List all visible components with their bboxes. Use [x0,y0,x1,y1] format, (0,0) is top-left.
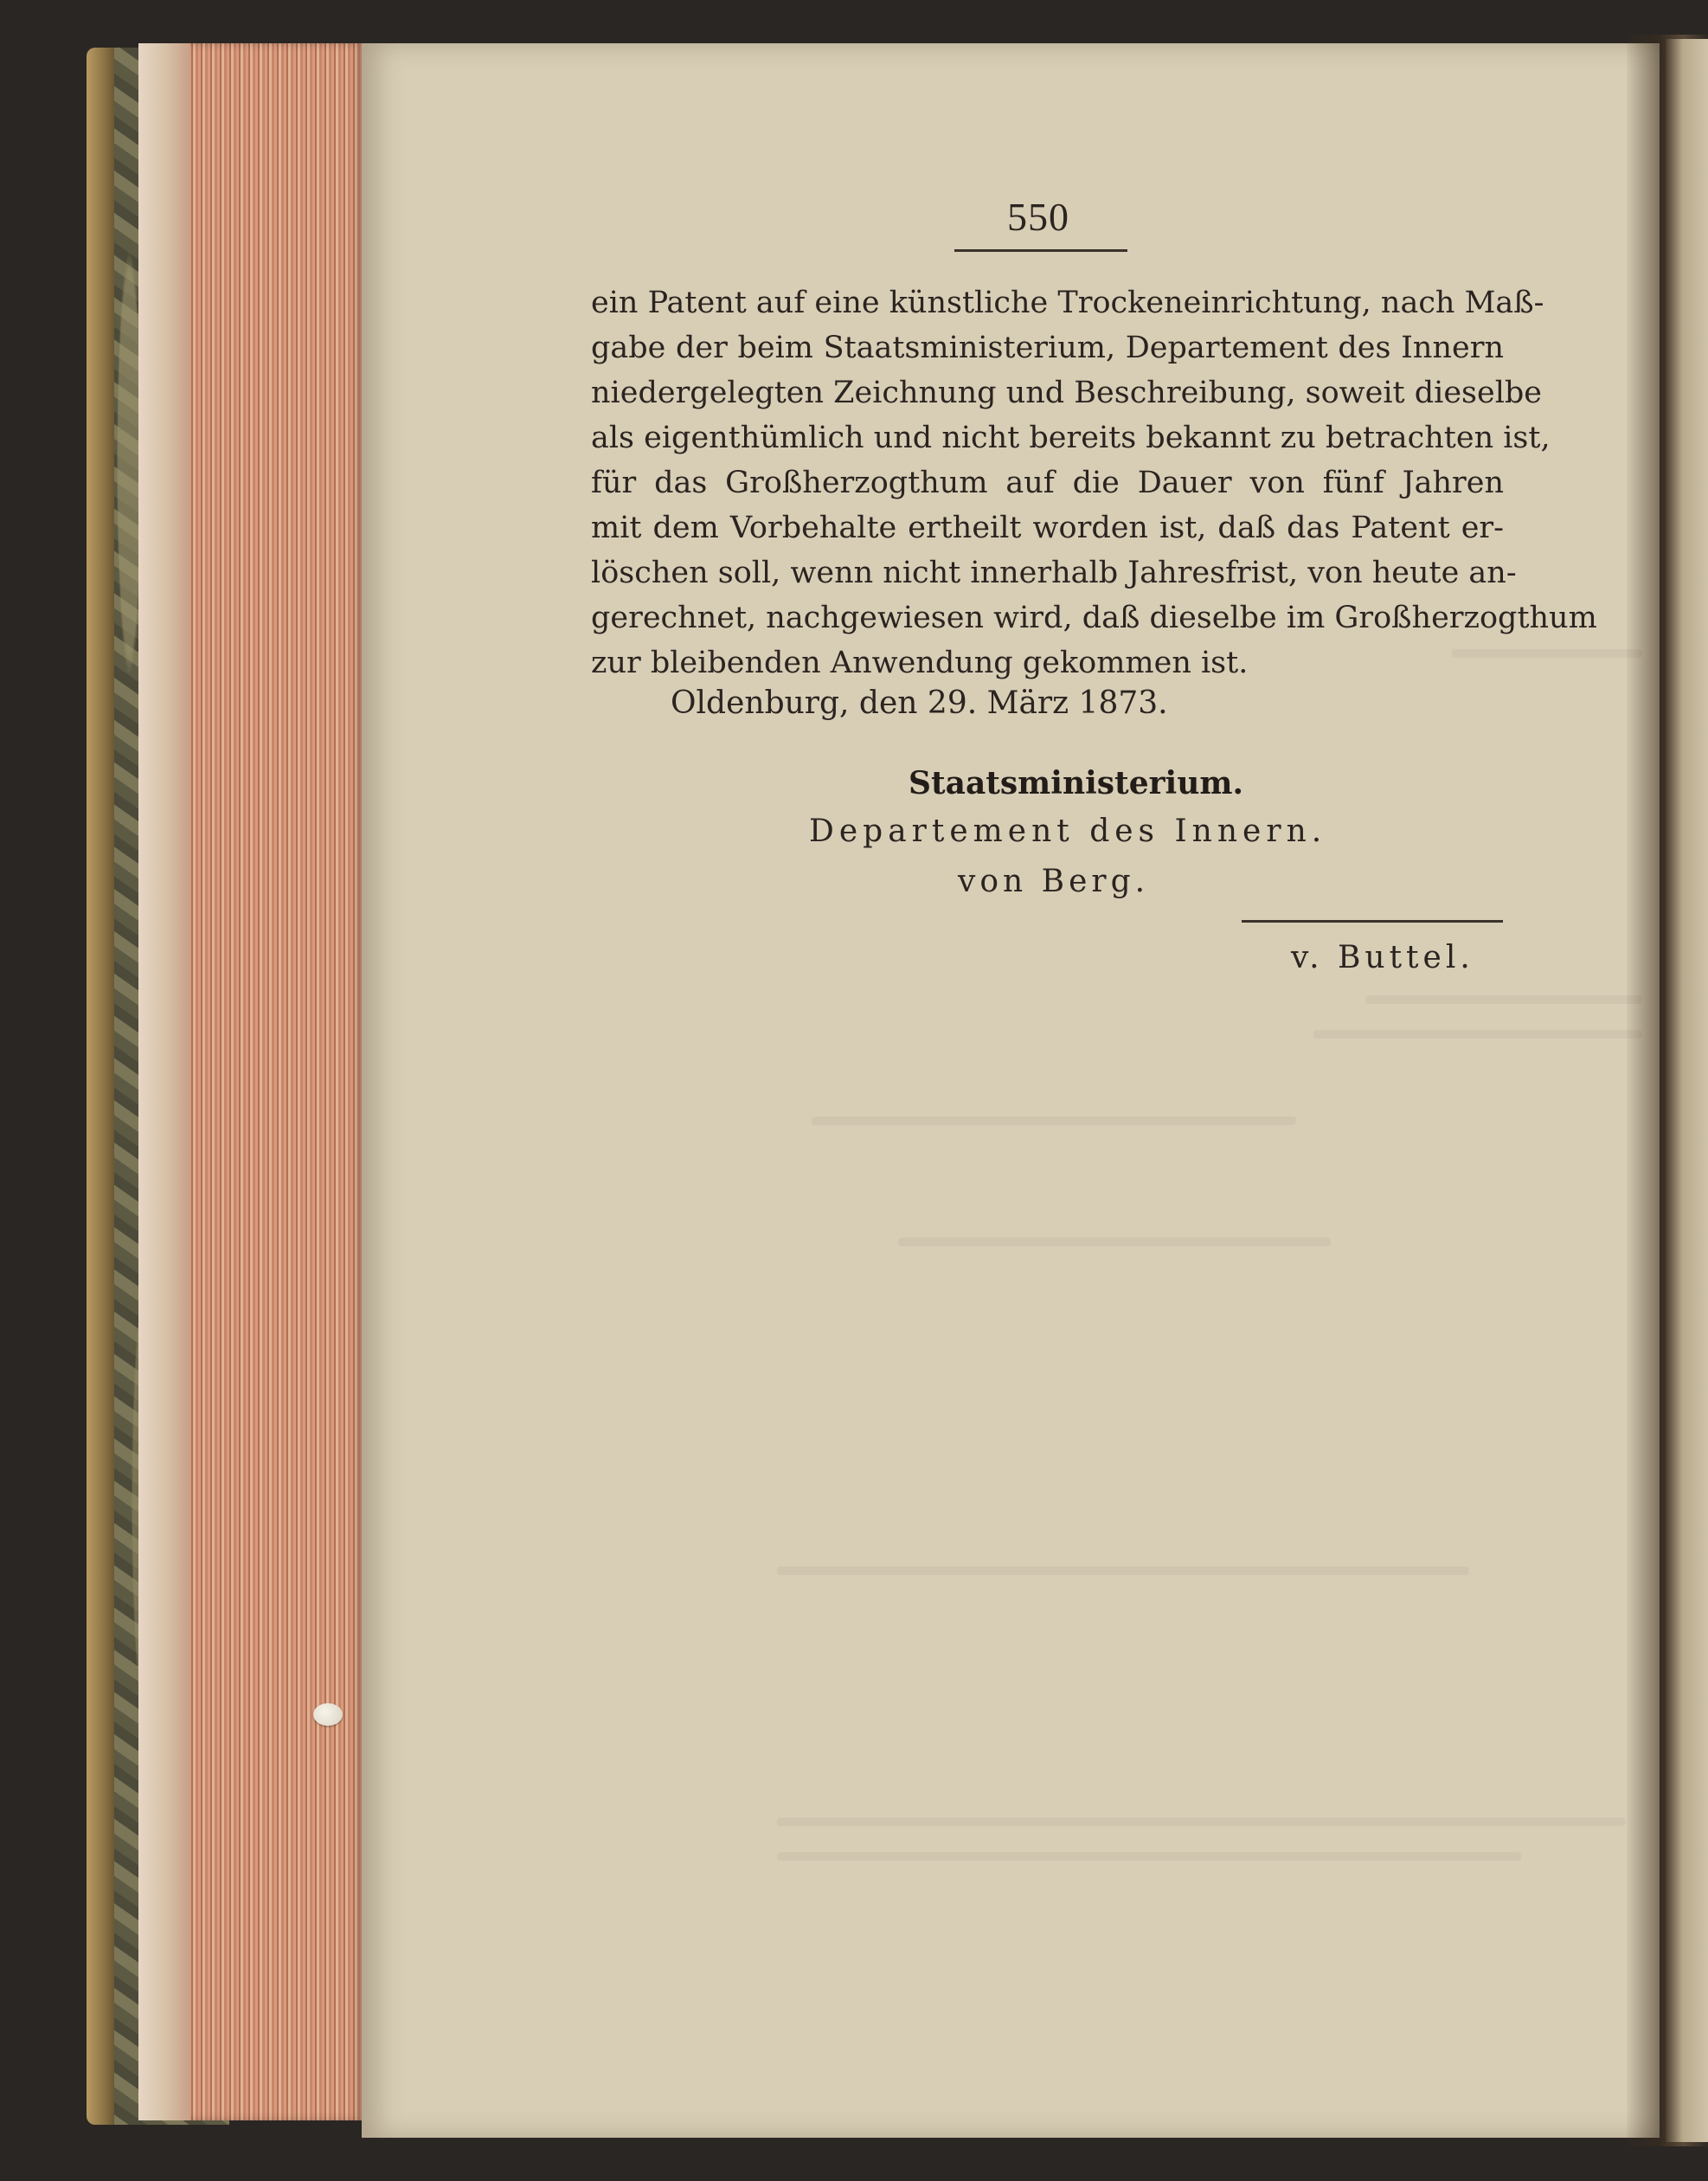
bleed-through [777,1852,1521,1861]
page-stack-highlight [138,43,190,2120]
bleed-through [777,1818,1625,1826]
thread-knot [313,1703,343,1726]
signatory-primary: von Berg. [958,864,1150,899]
body-line: gabe der beim Staatsministerium, Departement des Innern [591,331,1504,365]
body-line: als eigenthümlich und nicht bereits bekannt zu betrachten ist, [591,421,1551,455]
body-line: mit dem Vorbehalte ertheilt worden ist, daß das Patent er- [591,511,1504,545]
page-number: 550 [1007,195,1069,239]
bleed-through [1313,1030,1642,1039]
body-line: für das Großherzogthum auf die Dauer von fünf Jahren [591,466,1504,500]
body-line: niedergelegten Zeichnung und Beschreibung, soweit dieselbe [591,376,1543,410]
bleed-through [1365,995,1642,1004]
cover-edge [87,48,114,2125]
department-name: Departement des Innern. [809,814,1327,849]
body-line: ein Patent auf eine künstliche Trockeneinrichtung, nach Maß- [591,286,1544,320]
bleed-through [898,1238,1331,1246]
issuing-authority: Staatsministerium. [909,765,1244,801]
body-line: gerechnet, nachgewiesen wird, daß dieselbe im Großherzogthum [591,601,1597,635]
bleed-through [777,1567,1469,1575]
place-date-line: Oldenburg, den 29. März 1873. [671,685,1168,721]
body-line: löschen soll, wenn nicht innerhalb Jahresfrist, von heute an- [591,556,1517,590]
facing-page-edge [1666,39,1708,2142]
signatory-secondary: v. Buttel. [1291,940,1474,975]
header-rule [954,249,1127,252]
signature-rule [1242,920,1503,923]
body-line: zur bleibenden Anwendung gekommen ist. [591,646,1249,680]
bleed-through [812,1116,1296,1125]
